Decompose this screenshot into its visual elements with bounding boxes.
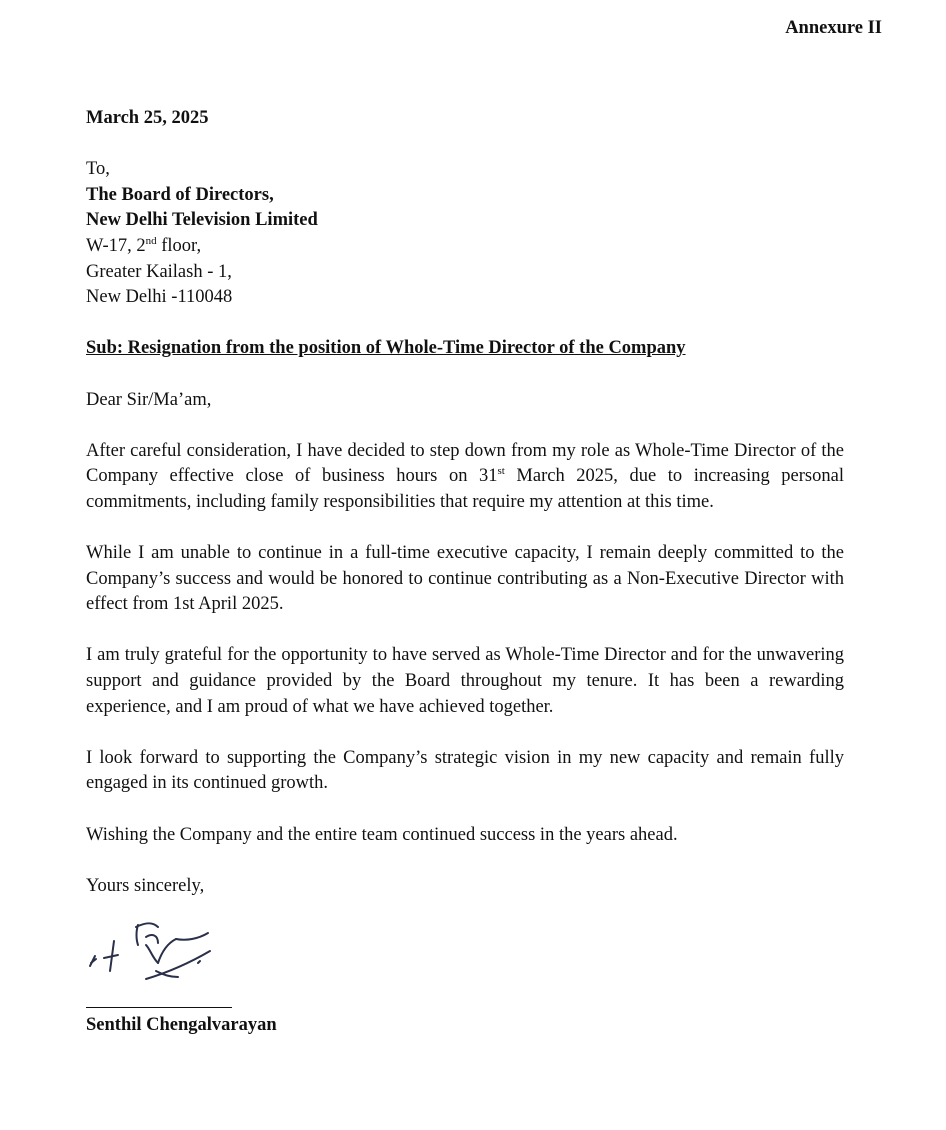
signature-line (86, 1007, 232, 1008)
paragraph-4: I look forward to supporting the Company’s strategic vision in my new capacity and remain fully engaged in its continued growth. (86, 747, 844, 794)
addressee-street-superscript: nd (145, 234, 157, 247)
addressee-street (86, 234, 844, 260)
annexure-label: Annexure II (785, 18, 882, 38)
paragraph-1-end: March 2025, due to increasing personal commitments, including family responsibilities that require my attention at this time. (86, 466, 844, 512)
greeting: Dear Sir/Ma’am, (86, 389, 212, 410)
addressee-street-prefix: W-17, 2 (86, 235, 146, 256)
closing: Yours sincerely, (86, 875, 205, 896)
letter-body (86, 106, 844, 1039)
addressee-city: New Delhi -110048 (86, 287, 233, 308)
signature-area (86, 899, 844, 1009)
paragraph-1 (86, 439, 844, 516)
addressee-street-suffix: floor, (156, 235, 202, 256)
addressee-to: To, (86, 159, 110, 180)
handwritten-signature-icon (86, 911, 216, 999)
letter-date: March 25, 2025 (86, 108, 209, 128)
addressee-board: The Board of Directors, (86, 184, 274, 205)
paragraph-2: While I am unable to continue in a full-time executive capacity, I remain deeply committed to the Company’s success and would be honored to continue contributing as a Non-Executive Director with effect from 1st April 2025. (86, 543, 844, 615)
paragraph-1-start: After careful consideration, I have decided to step down from my role as Whole-Time Director of the Company effective close of business hours on 31 (86, 440, 844, 487)
addressee-company: New Delhi Television Limited (86, 210, 318, 231)
paragraph-3: I am truly grateful for the opportunity to have served as Whole-Time Director and for the unwavering support and guidance provided by the Board throughout my tenure. It has been a rewarding experience, and I am proud of what we have achieved together. (86, 645, 844, 717)
addressee-locality: Greater Kailash - 1, (86, 261, 232, 282)
paragraph-1-superscript: st (497, 465, 505, 478)
signer-name: Senthil Chengalvarayan (86, 1015, 277, 1036)
addressee-block (86, 157, 844, 311)
subject-line: Sub: Resignation from the position of Whole-Time Director of the Company (86, 338, 686, 359)
paragraph-5: Wishing the Company and the entire team continued success in the years ahead. (86, 824, 678, 845)
